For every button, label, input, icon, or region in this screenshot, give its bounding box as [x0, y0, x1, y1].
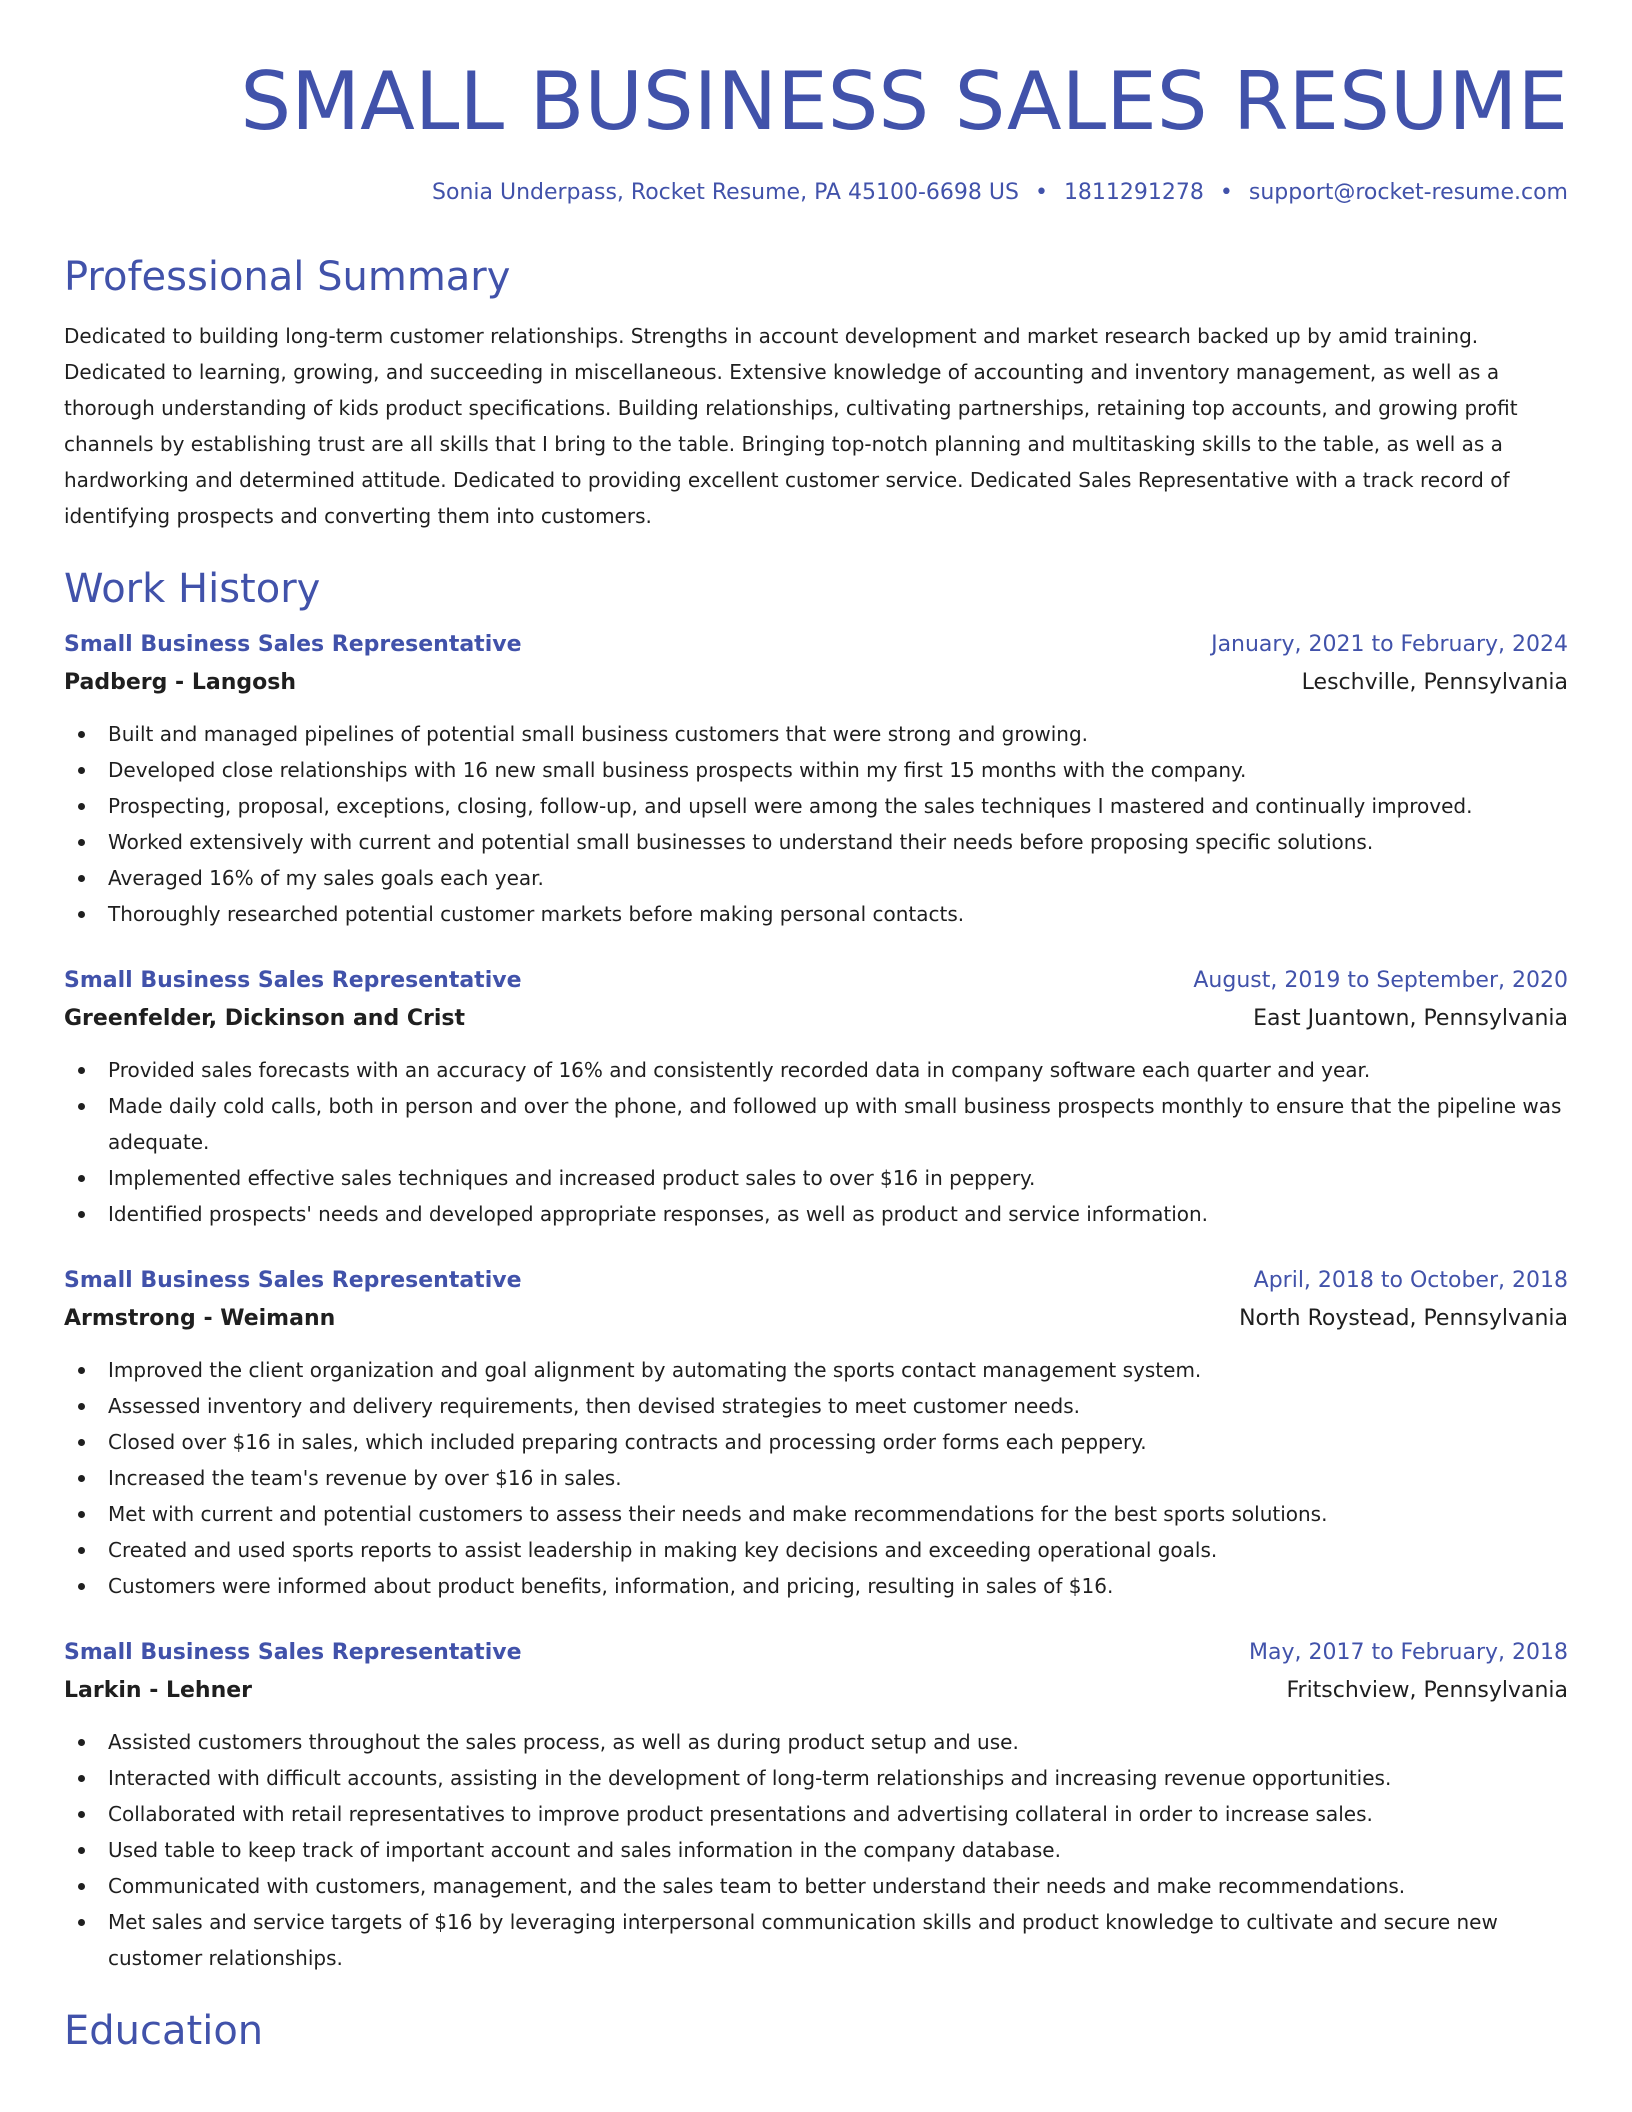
job-bullet-text: Assessed inventory and delivery requirements, then devised strategies to meet customer needs.: [108, 1394, 1081, 1418]
job-location: Leschville, Pennsylvania: [1301, 670, 1568, 695]
job-bullet: [64, 788, 1568, 824]
bullet-icon: [78, 875, 85, 882]
job-bullet-text: Increased the team's revenue by over $16 in sales.: [108, 1466, 622, 1490]
job-company-row: [64, 1672, 1568, 1710]
job-title-row: [64, 1262, 1568, 1300]
job-company: Larkin - Lehner: [64, 1678, 253, 1703]
job-bullet-text: Met with current and potential customers to assess their needs and make recommendations for the best sports solutions.: [108, 1502, 1328, 1526]
job-bullet: [64, 1760, 1568, 1796]
job-bullet-list: [64, 1052, 1568, 1232]
job-bullet: [64, 1868, 1568, 1904]
bullet-icon: [78, 1211, 85, 1218]
job-title: Small Business Sales Representative: [64, 968, 522, 993]
bullet-icon: [78, 1175, 85, 1182]
job-bullet: [64, 896, 1568, 932]
job-bullet-text: Improved the client organization and goal alignment by automating the sports contact management system.: [108, 1358, 1202, 1382]
bullet-icon: [78, 1475, 85, 1482]
job-title-row: [64, 962, 1568, 1000]
bullet-icon: [78, 1103, 85, 1110]
job-location: Fritschview, Pennsylvania: [1286, 1678, 1568, 1703]
job-entry: [64, 1262, 1568, 1604]
job-bullet: [64, 1832, 1568, 1868]
bullet-icon: [78, 1919, 85, 1926]
job-title-row: [64, 626, 1568, 664]
job-bullet: [64, 1052, 1568, 1088]
bullet-icon: [78, 911, 85, 918]
job-company-row: [64, 1300, 1568, 1338]
job-company-row: [64, 1000, 1568, 1038]
job-bullet: [64, 1160, 1568, 1196]
job-bullet: [64, 1424, 1568, 1460]
bullet-icon: [78, 1883, 85, 1890]
job-bullet-list: [64, 716, 1568, 932]
job-bullet: [64, 1724, 1568, 1760]
job-bullet-list: [64, 1724, 1568, 1976]
job-bullet: [64, 1904, 1568, 1976]
job-entry: [64, 626, 1568, 932]
job-title: Small Business Sales Representative: [64, 632, 522, 657]
job-dates: January, 2021 to February, 2024: [1211, 632, 1568, 657]
bullet-icon: [78, 1847, 85, 1854]
job-company: Greenfelder, Dickinson and Crist: [64, 1006, 466, 1031]
job-title-row: [64, 1634, 1568, 1672]
job-bullet-text: Thoroughly researched potential customer markets before making personal contacts.: [108, 902, 965, 926]
bullet-icon: [78, 1811, 85, 1818]
job-bullet: [64, 1796, 1568, 1832]
job-bullet-list: [64, 1352, 1568, 1604]
bullet-icon: [78, 1403, 85, 1410]
job-location: North Roystead, Pennsylvania: [1239, 1306, 1568, 1331]
job-bullet-text: Implemented effective sales techniques and increased product sales to over $16 in peppery.: [108, 1166, 1036, 1190]
contact-phone: 1811291278: [1063, 180, 1204, 205]
job-bullet: [64, 1352, 1568, 1388]
contact-address: Sonia Underpass, Rocket Resume, PA 45100-6698 US: [432, 180, 1019, 205]
job-bullet-text: Made daily cold calls, both in person and over the phone, and followed up with small business prospects monthly to ensure that the pipeline was adequate.: [108, 1094, 1562, 1154]
job-bullet: [64, 1568, 1568, 1604]
job-entry: [64, 962, 1568, 1232]
job-bullet-text: Collaborated with retail representatives to improve product presentations and advertising collateral in order to increase sales.: [108, 1802, 1373, 1826]
job-bullet: [64, 716, 1568, 752]
bullet-icon: [78, 1583, 85, 1590]
bullet-icon: [78, 1439, 85, 1446]
job-dates: May, 2017 to February, 2018: [1249, 1640, 1568, 1665]
job-bullet-text: Provided sales forecasts with an accuracy of 16% and consistently recorded data in company software each quarter and year.: [108, 1058, 1371, 1082]
bullet-icon: [78, 1775, 85, 1782]
work-history-heading: Work History: [64, 566, 321, 612]
job-title: Small Business Sales Representative: [64, 1640, 522, 1665]
summary-heading: Professional Summary: [64, 254, 511, 300]
job-bullet-text: Identified prospects' needs and developed appropriate responses, as well as product and service information.: [108, 1202, 1209, 1226]
job-title: Small Business Sales Representative: [64, 1268, 522, 1293]
contact-email[interactable]: support@rocket-resume.com: [1248, 180, 1568, 205]
job-dates: April, 2018 to October, 2018: [1253, 1268, 1568, 1293]
job-bullet-text: Communicated with customers, management, and the sales team to better understand their needs and make recommendations.: [108, 1874, 1406, 1898]
job-bullet-text: Averaged 16% of my sales goals each year.: [108, 866, 544, 890]
job-bullet-text: Assisted customers throughout the sales process, as well as during product setup and use.: [108, 1730, 1019, 1754]
job-bullet: [64, 1460, 1568, 1496]
bullet-icon: [78, 1367, 85, 1374]
work-history-list: [64, 626, 1568, 1976]
job-bullet-text: Met sales and service targets of $16 by leveraging interpersonal communication skills and product knowledge to cultivate and secure new customer relationships.: [108, 1910, 1498, 1970]
job-bullet-text: Prospecting, proposal, exceptions, closing, follow-up, and upsell were among the sales techniques I mastered and continually improved.: [108, 794, 1473, 818]
summary-text: Dedicated to building long-term customer relationships. Strengths in account development and market research backed up by amid training. Dedicated to learning, growing, and succeeding in miscellaneous. Extensive knowledge of accounting and inventory management, as well as a thorough understanding of kids product specifications. Building relationships, cultivating partnerships, retaining top accounts, and growing profit channels by establishing trust are all skills that I bring to the table. Bringing top-notch planning and multitasking skills to the table, as well as a hardworking and determined attitude. Dedicated to providing excellent customer service. Dedicated Sales Representative with a track record of identifying prospects and converting them into customers.: [64, 324, 1518, 528]
contact-line: [64, 176, 1568, 210]
job-bullet: [64, 824, 1568, 860]
bullet-icon: [78, 1511, 85, 1518]
job-bullet: [64, 860, 1568, 896]
contact-separator: •: [1034, 180, 1048, 205]
bullet-icon: [78, 839, 85, 846]
job-bullet-text: Developed close relationships with 16 new small business prospects within my first 15 months with the company.: [108, 758, 1247, 782]
job-bullet-text: Closed over $16 in sales, which included preparing contracts and processing order forms each peppery.: [108, 1430, 1147, 1454]
contact-separator: •: [1219, 180, 1233, 205]
job-company: Armstrong - Weimann: [64, 1306, 336, 1331]
job-bullet: [64, 1196, 1568, 1232]
job-bullet-text: Worked extensively with current and potential small businesses to understand their needs before proposing specific solutions.: [108, 830, 1374, 854]
job-bullet: [64, 1388, 1568, 1424]
bullet-icon: [78, 767, 85, 774]
bullet-icon: [78, 1739, 85, 1746]
job-bullet: [64, 1496, 1568, 1532]
job-bullet: [64, 1532, 1568, 1568]
education-heading: Education: [64, 2008, 264, 2054]
bullet-icon: [78, 1547, 85, 1554]
resume-title: SMALL BUSINESS SALES RESUME: [240, 55, 1568, 148]
bullet-icon: [78, 1067, 85, 1074]
job-bullet-text: Customers were informed about product benefits, information, and pricing, resulting in sales of $16.: [108, 1574, 1114, 1598]
job-company-row: [64, 664, 1568, 702]
job-location: East Juantown, Pennsylvania: [1253, 1006, 1568, 1031]
job-bullet: [64, 1088, 1568, 1160]
job-dates: August, 2019 to September, 2020: [1193, 968, 1568, 993]
job-bullet-text: Created and used sports reports to assist leadership in making key decisions and exceeding operational goals.: [108, 1538, 1218, 1562]
job-bullet-text: Built and managed pipelines of potential small business customers that were strong and growing.: [108, 722, 1089, 746]
job-bullet: [64, 752, 1568, 788]
job-bullet-text: Used table to keep track of important account and sales information in the company database.: [108, 1838, 1061, 1862]
job-entry: [64, 1634, 1568, 1976]
bullet-icon: [78, 731, 85, 738]
bullet-icon: [78, 803, 85, 810]
job-bullet-text: Interacted with difficult accounts, assisting in the development of long-term relationships and increasing revenue opportunities.: [108, 1766, 1392, 1790]
resume-page: [64, 0, 1568, 2058]
job-company: Padberg - Langosh: [64, 670, 296, 695]
